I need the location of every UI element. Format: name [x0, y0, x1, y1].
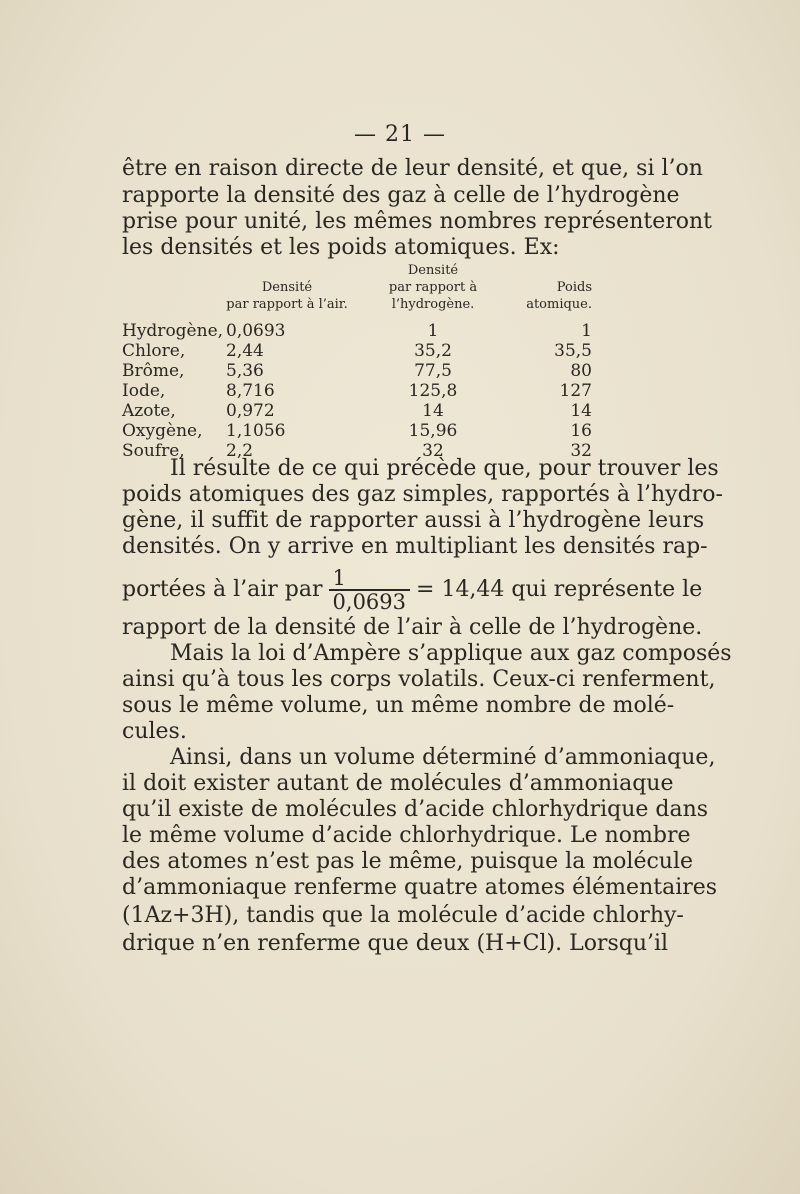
formula-suffix: = 14,44 qui représente le	[416, 577, 703, 602]
header-weight-line1: Poids	[556, 280, 592, 295]
table-row	[122, 321, 592, 341]
element-name: Soufre,	[122, 441, 185, 461]
header-weight-line2: atomique.	[526, 297, 592, 312]
hydrogen-density-value: 125,8	[408, 381, 458, 401]
para3-line-2: ainsi qu’à tous les corps volatils. Ceux-ci renferment,	[122, 667, 716, 692]
header-air-line2: par rapport à l’air.	[226, 297, 348, 312]
atomic-weight-value: 32	[570, 441, 592, 461]
element-name: Iode,	[122, 381, 166, 401]
header-hydrogen-line2: par rapport à l’hydrogène.	[388, 280, 478, 312]
para4-line-1: Ainsi, dans un volume déterminé d’ammoniaque,	[170, 745, 716, 770]
atomic-weight-value: 14	[570, 401, 592, 421]
para3-line-4: cules.	[122, 719, 187, 744]
air-density-value: 2,44	[226, 341, 264, 361]
atomic-weight-value: 127	[559, 381, 592, 401]
hydrogen-density-value: 1	[427, 321, 439, 341]
formula-line	[122, 566, 703, 614]
fraction-numerator: 1	[332, 566, 346, 590]
atomic-weight-value: 35,5	[554, 341, 592, 361]
air-density-value: 0,972	[226, 401, 275, 421]
air-density-value: 1,1056	[226, 421, 286, 441]
atomic-weight-value: 80	[570, 361, 592, 381]
formula-prefix: portées à l’air par	[122, 577, 323, 602]
air-density-value: 5,36	[226, 361, 264, 381]
para4-line-5: des atomes n’est pas le même, puisque la molécule	[122, 849, 694, 874]
header-atomic-weight	[518, 262, 592, 313]
element-name: Brôme,	[122, 361, 185, 381]
hydrogen-density-value: 14	[422, 401, 444, 421]
header-hydrogen-line1: Densité	[407, 263, 459, 278]
hydrogen-density-value: 15,96	[408, 421, 458, 441]
para4-line-3: qu’il existe de molécules d’acide chlorhydrique dans	[122, 797, 709, 822]
para3-line-3: sous le même volume, un même nombre de molé-	[122, 693, 675, 718]
para4-line-8: drique n’en renferme que deux (H+Cl). Lorsqu’il	[122, 931, 669, 956]
para1-line-4: les densités et les poids atomiques. Ex:	[122, 235, 560, 260]
element-name: Oxygène,	[122, 421, 203, 441]
element-name: Azote,	[122, 401, 176, 421]
table-row	[122, 421, 592, 441]
para3-line-1: Mais la loi d’Ampère s’applique aux gaz composés	[170, 641, 732, 666]
table-row	[122, 401, 592, 421]
fraction	[329, 567, 410, 613]
para4-line-2: il doit exister autant de molécules d’ammoniaque	[122, 771, 674, 796]
header-empty	[122, 262, 226, 313]
para4-line-4: le même volume d’acide chlorhydrique. Le nombre	[122, 823, 691, 848]
para2-line-1: Il résulte de ce qui précède que, pour trouver les	[170, 456, 719, 481]
header-air-density	[226, 262, 348, 313]
hydrogen-density-value: 32	[422, 441, 444, 461]
air-density-value: 0,0693	[226, 321, 286, 341]
table-row	[122, 341, 592, 361]
page-number: — 21 —	[354, 122, 446, 147]
element-name: Hydrogène,	[122, 321, 224, 341]
header-hydrogen-density	[348, 262, 518, 313]
table-header-row	[122, 262, 592, 313]
table-row	[122, 361, 592, 381]
hydrogen-density-value: 77,5	[414, 361, 452, 381]
atomic-weight-value: 1	[581, 321, 592, 341]
para1-line-1: être en raison directe de leur densité, et que, si l’on	[122, 156, 703, 181]
air-density-value: 8,716	[226, 381, 275, 401]
para2-line-2: poids atomiques des gaz simples, rapportés à l’hydro-	[122, 482, 723, 507]
atomic-weight-value: 16	[570, 421, 592, 441]
header-air-line1: Densité	[261, 280, 313, 295]
density-table	[122, 262, 592, 461]
hydrogen-density-value: 35,2	[414, 341, 452, 361]
para2-line-3: gène, il suffit de rapporter aussi à l’hydrogène leurs	[122, 508, 705, 533]
fraction-denominator: 0,0693	[329, 589, 410, 613]
para1-line-2: rapporte la densité des gaz à celle de l’hydrogène	[122, 183, 680, 208]
para4-line-6: d’ammoniaque renferme quatre atomes élémentaires	[122, 875, 718, 900]
para4-line-7: (1Az+3H), tandis que la molécule d’acide chlorhy-	[122, 903, 684, 928]
air-density-value: 2,2	[226, 441, 254, 461]
table-row	[122, 381, 592, 401]
element-name: Chlore,	[122, 341, 186, 361]
para1-line-3: prise pour unité, les mêmes nombres représenteront	[122, 209, 712, 234]
para2-line-6: rapport de la densité de l’air à celle de l’hydrogène.	[122, 615, 703, 640]
para2-line-4: densités. On y arrive en multipliant les densités rap-	[122, 534, 708, 559]
